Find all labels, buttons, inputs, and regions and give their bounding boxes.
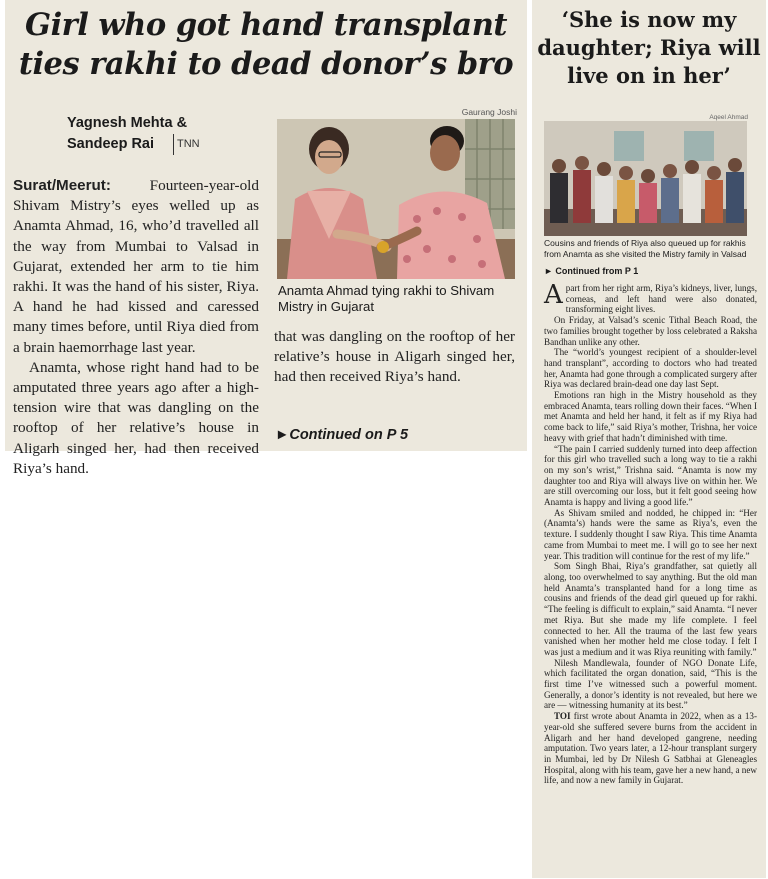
side-paragraph: As Shivam smiled and nodded, he chipped in: “Her (Anamta’s) hands were the same as Riya’s, even the texture. I suddenly thought I saw Riya. This time Anamta came from Mumbai to meet me. I will go to see her next year. This tradition will continue for the rest of my life.” — [544, 507, 757, 561]
paragraph-1-text: Fourteen-year-old Shivam Mistry’s eyes welled up as Anamta Ahmad, 16, who’d travelled all the way from Mumbai to Valsad in Gujarat, extended her arm to tie him rakhi. It was the hand of his sister, Riya. A hand he had kissed and caressed many times before, until Riya died from a brain haemorrhage last year. — [13, 177, 259, 356]
byline-authors: Yagnesh Mehta & Sandeep Rai — [67, 115, 188, 152]
toi-text: first wrote about Anamta in 2022, when as a 13-year-old she suffered severe burns from the accident in Aligarh and her hand developed gangrene, needing amputation. Two years later, a 12-hour transplant surgery in Mumbai, led by Dr Nilesh G Satbhai at Gleneagles Hospital, along with his team, gave her a new hand, a new life, and now a new family in Gujarat. — [544, 711, 757, 786]
dateline: Surat/Meerut: — [13, 177, 111, 194]
photo-caption: Anamta Ahmad tying rakhi to Shivam Mistry in Gujarat — [278, 283, 495, 314]
side-paragraph-1 — [544, 280, 757, 315]
photo-credit: Gaurang Joshi — [461, 107, 517, 117]
main-headline: Girl who got hand transplant ties rakhi to dead donor’s bro — [18, 7, 514, 82]
side-story-clipping — [532, 0, 766, 878]
side-paragraph: On Friday, at Valsad’s scenic Tithal Beach Road, the two families brought together by loss celebrated a Raksha Bandhan unlike any other. — [544, 315, 757, 347]
side-story-body — [544, 280, 757, 786]
toi-paragraph — [544, 711, 757, 786]
side-paragraph: “The pain I carried suddenly turned into deep affection for this girl who travelled such a long way to tie a rakhi on my son’s wrist,” Trishna said. “Anamta is now my daughter too and Riya will always live on within her. We are still overcoming our loss, but it felt good seeing how Anamta is happy and living a good life.” — [544, 443, 757, 508]
byline-agency: TNN — [173, 134, 200, 155]
side-paragraph: Nilesh Mandlewala, founder of NGO Donate Life, which facilitated the organ donation, said, “This is the first time I’ve witnessed such a powerful moment. Generally, a donor’s identity is not revealed, but here we are — witnessing humanity at its best.” — [544, 657, 757, 711]
side-headline: ‘She is now my daughter; Riya will live on in her’ — [537, 7, 761, 88]
group-photo-illustration — [544, 121, 747, 236]
article-paragraph-continuation: that was dangling on the rooftop of her relative’s house in Aligarh singed her, had then received Riya’s hand. — [274, 328, 515, 386]
main-story-clipping — [5, 0, 527, 477]
article-paragraph — [13, 176, 259, 358]
group-photo-caption: Cousins and friends of Riya also queued up for rakhis from Anamta as she visited the Mistry family in Valsad — [544, 238, 747, 259]
drop-cap: A — [544, 280, 563, 310]
article-paragraph: Anamta, whose right hand had to be amputated three years ago after a high-tension wire that was dangling on the rooftop of her relative’s house in Aligarh singed her, had then received Riya’s hand. — [13, 358, 259, 477]
side-paragraph-1-text: part from her right arm, Riya’s kidneys, liver, lungs, corneas, and left hand were also donated, transforming eight lives. — [565, 283, 757, 315]
side-paragraph: The “world’s youngest recipient of a shoulder-level hand transplant”, according to doctors who had treated her, Anamta had gone through a complicated surgery after Riya was declared brain-dead one day last Sept. — [544, 347, 757, 390]
continued-on-link[interactable]: ►Continued on P 5 — [275, 427, 409, 443]
byline — [67, 113, 207, 155]
rakhi-photo — [277, 119, 515, 279]
continued-from-link[interactable]: ► Continued from P 1 — [544, 266, 639, 276]
rakhi-photo-illustration — [277, 119, 515, 279]
side-paragraph: Emotions ran high in the Mistry household as they embraced Anamta, tears rolling down their faces. “When I met Anamta and held her hand, it felt as if my Riya had come back to life,” said Riya’s mother, Trishna, her voice heavy with grief that hadn’t diminished with time. — [544, 390, 757, 443]
group-photo — [544, 121, 747, 236]
article-column-1 — [13, 176, 259, 477]
photo-credit: Aqeel Ahmad — [709, 114, 748, 121]
article-column-2 — [274, 327, 515, 388]
side-paragraph: Som Singh Bhai, Riya’s grandfather, sat quietly all along, too overwhelmed to say anything. But the old man held Anamta’s transplanted hand for a long time as cousins and friends of the dead girl queued up for rakhi. “The feeling is difficult to explain,” said Anamta. “I never met Riya. But she made my life complete. I feel connected to her. All the trauma of the last few years vanished when her mother held me close today. I felt I was just a medium and it was Riya reuniting with family.” — [544, 561, 757, 657]
toi-lead: TOI — [554, 711, 571, 722]
